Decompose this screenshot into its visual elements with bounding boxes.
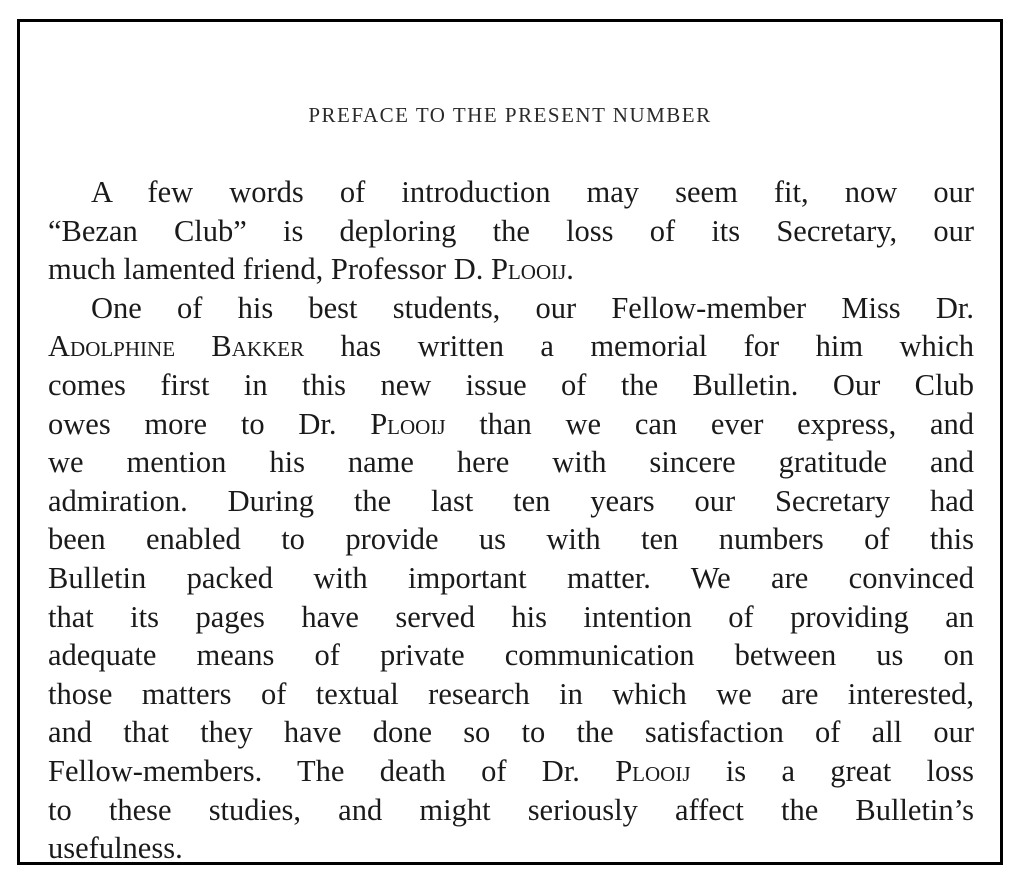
text-line (48, 675, 974, 714)
small-caps-name: Plooij (370, 406, 446, 441)
text-line (48, 289, 974, 328)
text-line (48, 212, 974, 251)
text-segment: A few words of introduction may seem fit, now our (91, 175, 974, 209)
text-segment: than we can ever express, and (445, 406, 975, 441)
text-segment: adequate means of private communication between us on (48, 638, 974, 673)
text-line (48, 791, 974, 830)
small-caps-name: Plooij (615, 753, 691, 788)
small-caps-name: Adolphine Bakker (48, 329, 305, 364)
text-line (48, 752, 974, 791)
text-segment: usefulness. (48, 831, 183, 866)
text-segment: admiration. During the last ten years our Secretary had (48, 483, 974, 518)
text-segment: is a great loss (690, 753, 974, 788)
text-segment: has written a memorial for him which (304, 329, 974, 364)
text-segment: to these studies, and might seriously affect the Bulletin’s (48, 792, 974, 827)
page-title: PREFACE TO THE PRESENT NUMBER (308, 103, 712, 127)
text-segment: we mention his name here with sincere gratitude and (48, 445, 974, 480)
page-frame (17, 19, 1003, 865)
text-segment: that its pages have served his intention of providing an (48, 599, 974, 634)
text-segment: much lamented friend, Professor D. (48, 252, 491, 287)
text-line (48, 829, 974, 868)
text-segment: been enabled to provide us with ten numbers of this (48, 522, 974, 557)
text-segment: owes more to Dr. (48, 406, 371, 441)
text-segment: and that they have done so to the satisfaction of all our (48, 715, 974, 750)
text-line (48, 482, 974, 521)
text-line (48, 443, 974, 482)
small-caps-name: Plooij (490, 252, 567, 287)
text-segment: One of his best students, our Fellow-member Miss Dr. (91, 290, 974, 325)
text-segment: those matters of textual research in which we are interested, (48, 676, 974, 711)
text-segment: “Bezan Club” is deploring the loss of its Secretary, our (48, 213, 974, 248)
text-line (48, 636, 974, 675)
text-line (48, 366, 974, 405)
text-line (48, 559, 974, 598)
text-line (48, 250, 974, 289)
text-line (48, 405, 974, 444)
text-line (48, 520, 974, 559)
text-line (48, 713, 974, 752)
text-segment: Fellow-members. The death of Dr. (48, 753, 616, 788)
text-line (48, 327, 974, 366)
text-segment: comes first in this new issue of the Bulletin. Our Club (48, 367, 974, 402)
text-line (48, 173, 974, 212)
body-text (48, 173, 974, 868)
text-segment: Bulletin packed with important matter. We are convinced (48, 560, 974, 595)
text-segment: . (566, 252, 574, 287)
text-line (48, 598, 974, 637)
